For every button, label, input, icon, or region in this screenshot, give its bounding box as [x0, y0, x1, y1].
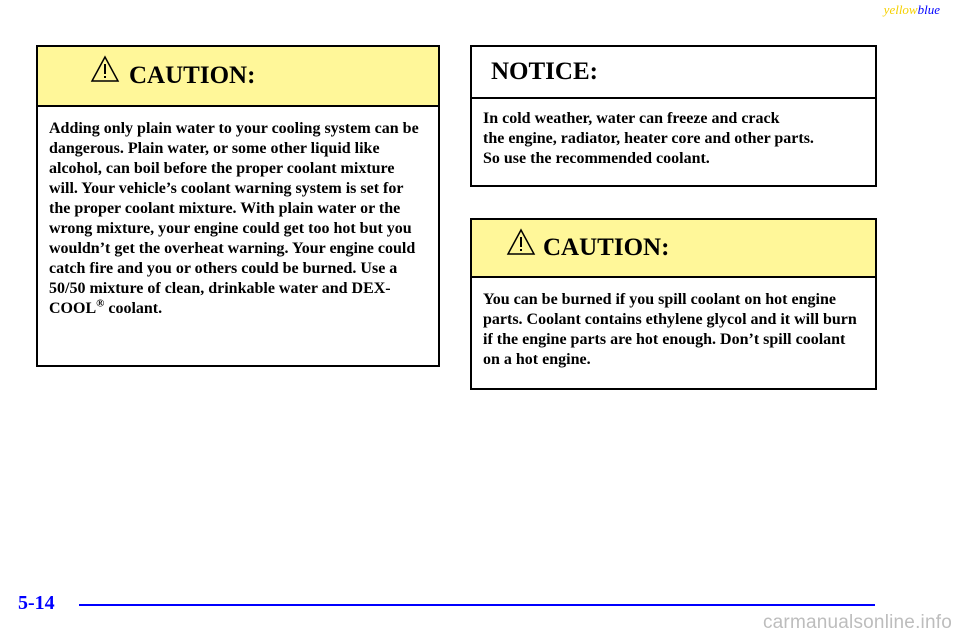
- page-number: 5-14: [18, 592, 55, 614]
- caution-body: [472, 278, 875, 382]
- notice-body: [472, 99, 875, 181]
- warning-triangle-icon: [506, 228, 536, 256]
- caution-header: [472, 220, 875, 278]
- notice-header: [472, 47, 875, 99]
- warning-triangle-icon: [90, 55, 120, 83]
- watermark: carmanualsonline.info: [762, 612, 952, 633]
- notice-title: NOTICE:: [491, 58, 598, 85]
- caution-text-end: coolant.: [104, 300, 163, 317]
- caution-box-water: [36, 45, 440, 367]
- print-mark-yellow: yellow: [883, 2, 918, 17]
- caution-box-burn: [470, 218, 877, 390]
- print-mark: [884, 2, 940, 18]
- registered-mark: ®: [96, 297, 105, 310]
- caution-header: [38, 47, 438, 107]
- notice-line-2: the engine, radiator, heater core and other parts.: [483, 130, 814, 147]
- caution-text: You can be burned if you spill coolant on hot engine parts. Coolant contains ethylene glycol and it will burn if the engine parts are hot enough. Don’t spill coolant on a hot engine.: [483, 291, 857, 368]
- caution-text: Adding only plain water to your cooling system can be dangerous. Plain water, or some other liquid like alcohol, can boil before the proper coolant mixture will. Your vehicle’s coolant warning system is set for the proper coolant mixture. With plain water or the wrong mixture, your engine could get too hot but you wouldn’t get the overheat warning. Your engine could catch fire and you or others could be burned. Use a 50/50 mixture of clean, drinkable water and DEX-COOL: [49, 120, 419, 317]
- notice-line-3: So use the recommended coolant.: [483, 150, 710, 167]
- caution-title: CAUTION:: [543, 234, 670, 261]
- footer-rule: [79, 604, 875, 606]
- print-mark-blue: blue: [917, 2, 940, 17]
- caution-title: CAUTION:: [129, 62, 256, 89]
- caution-body: [38, 107, 438, 331]
- notice-line-1: In cold weather, water can freeze and crack: [483, 110, 780, 127]
- notice-box: [470, 45, 877, 187]
